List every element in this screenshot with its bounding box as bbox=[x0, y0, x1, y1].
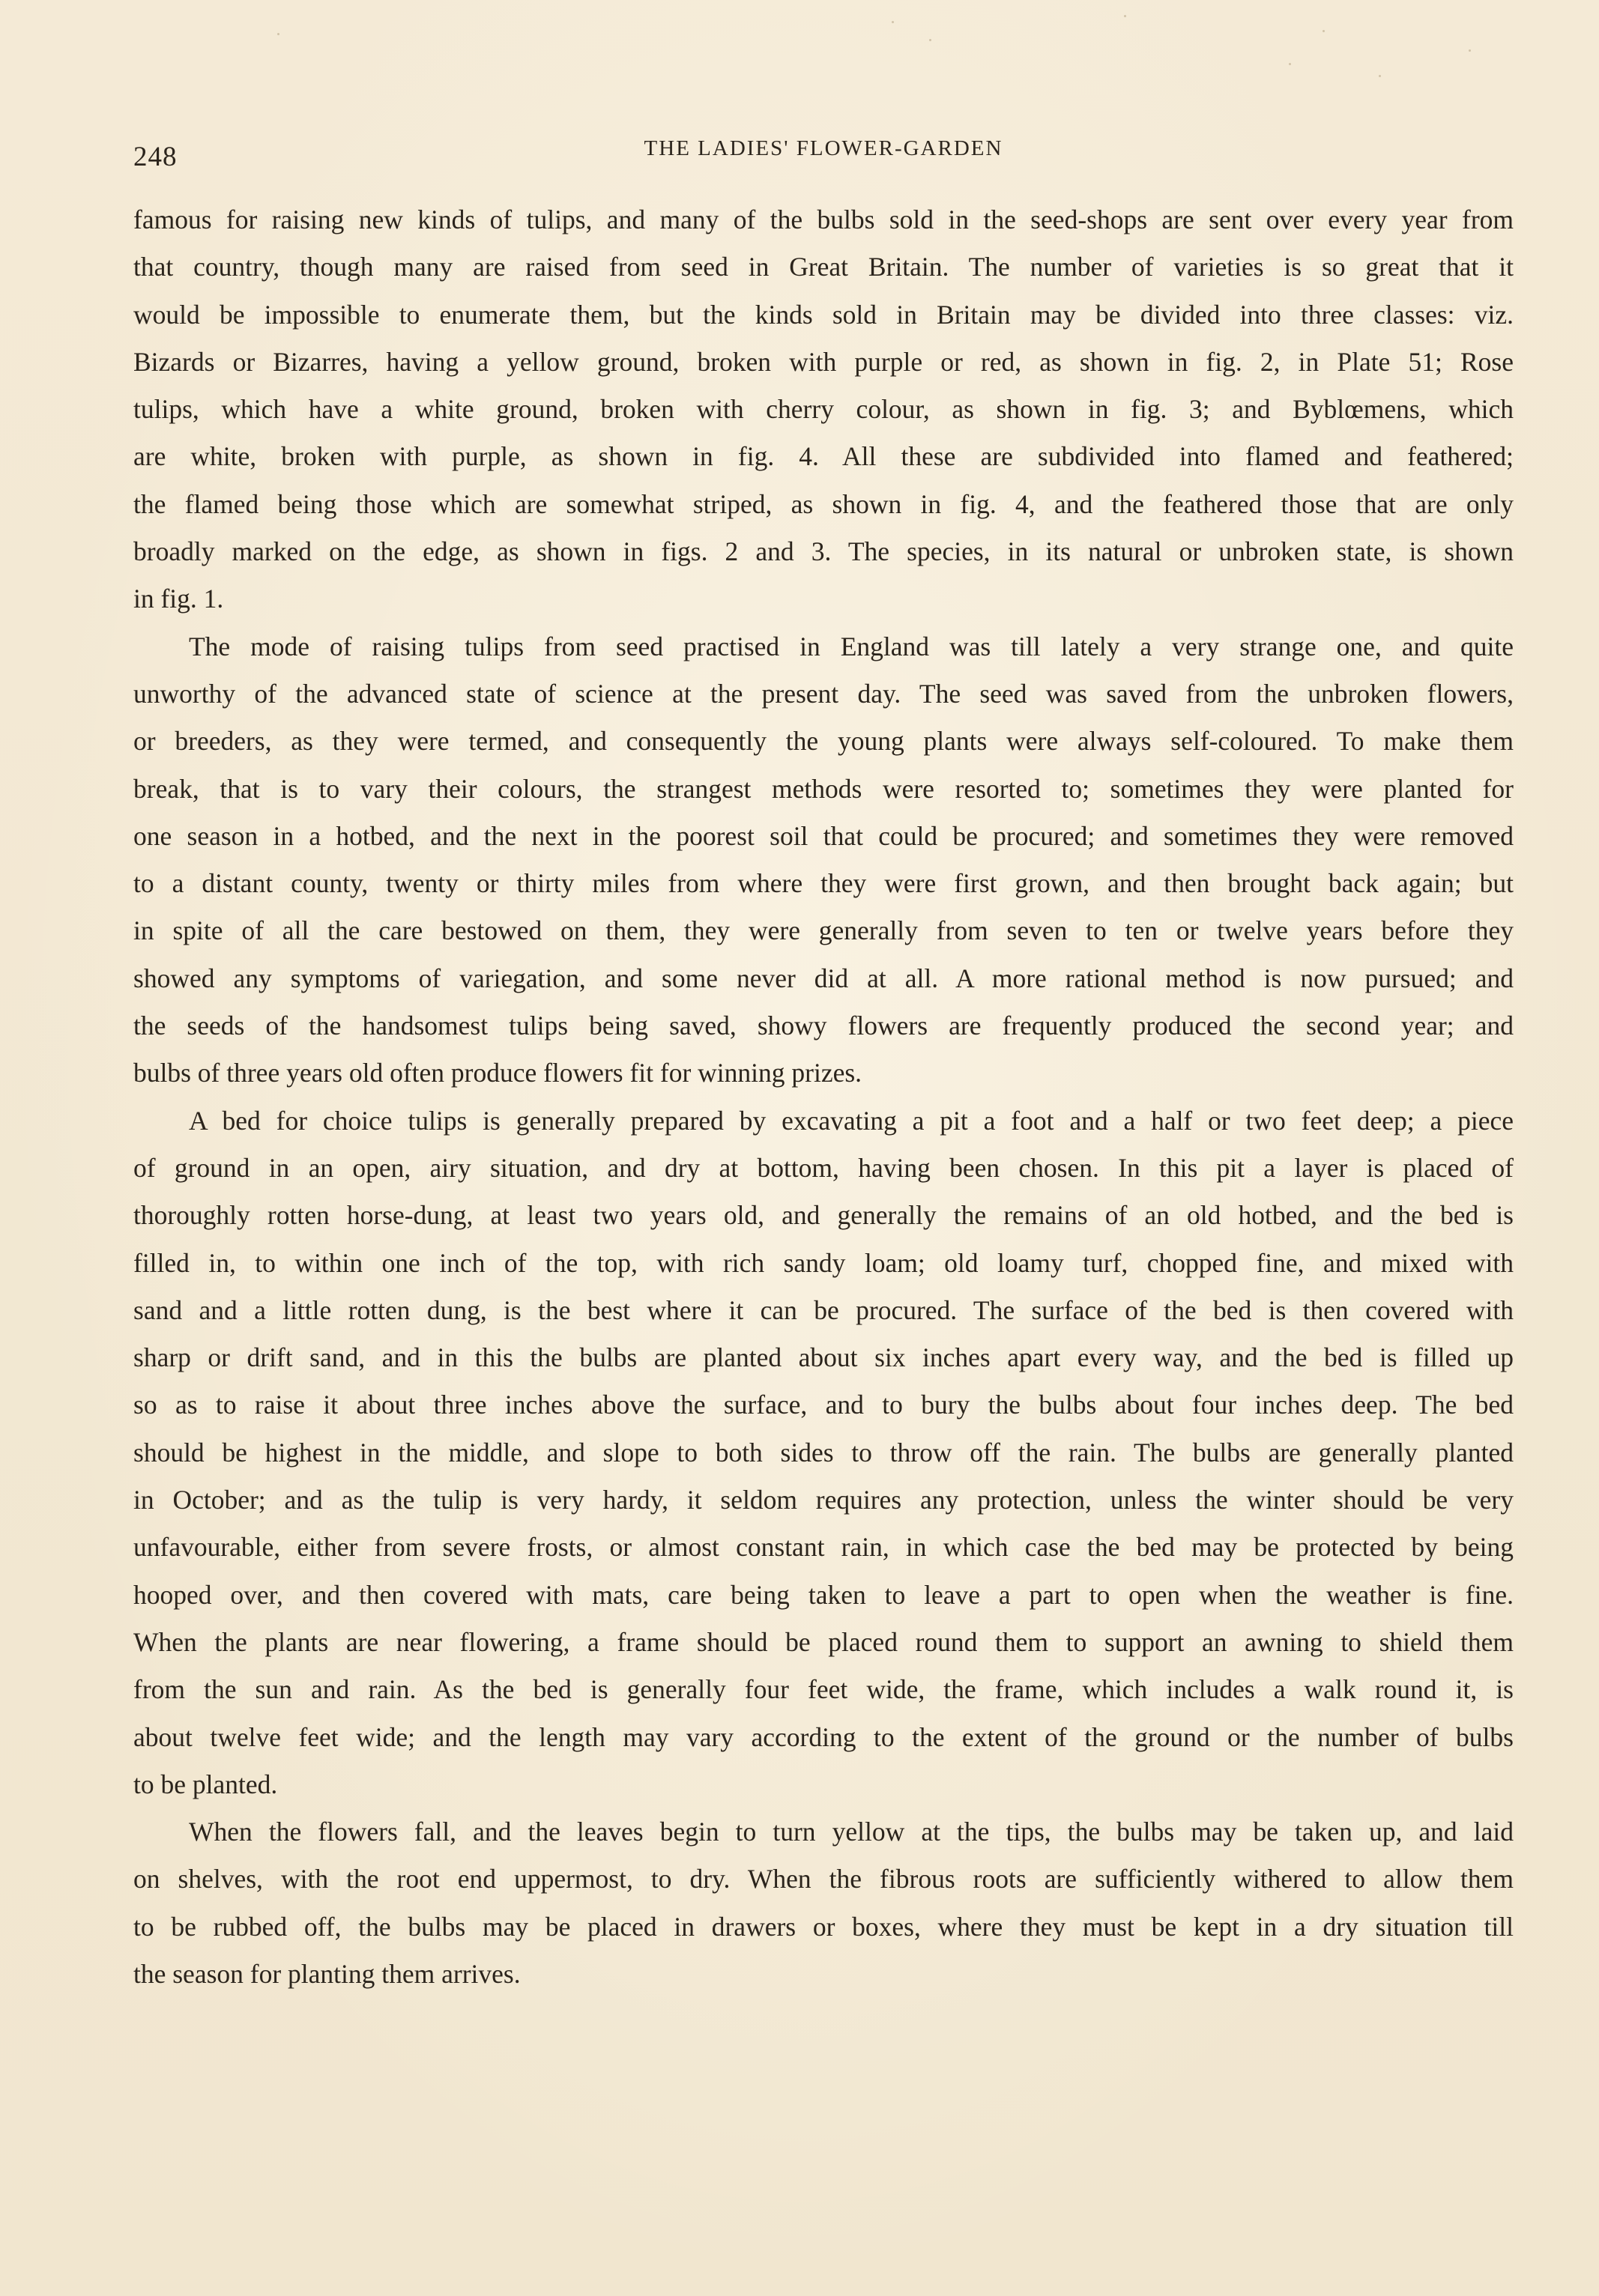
text-line: hooped over, and then covered with mats, care being taken to leave a part to open when the weather is fine. bbox=[133, 1579, 1514, 1610]
text-line: that country, though many are raised from seed in Great Britain. The number of varieties is so great that it bbox=[133, 252, 1514, 282]
text-line: should be highest in the middle, and slope to both sides to throw off the rain. The bulbs are generally planted bbox=[133, 1437, 1514, 1467]
text-line: thoroughly rotten horse-dung, at least two years old, and generally the remains of an old hotbed, and the bed is bbox=[133, 1200, 1514, 1231]
text-line: so as to raise it about three inches above the surface, and to bury the bulbs about four inches deep. The bed bbox=[133, 1390, 1514, 1420]
text-line: in fig. 1. bbox=[133, 584, 224, 614]
text-line: to be planted. bbox=[133, 1769, 278, 1799]
text-line: filled in, to within one inch of the top, with rich sandy loam; old loamy turf, chopped fine, and mixed with bbox=[133, 1247, 1514, 1278]
text-line: of ground in an open, airy situation, and dry at bottom, having been chosen. In this pit a layer is placed of bbox=[133, 1152, 1514, 1183]
text-line: from the sun and rain. As the bed is generally four feet wide, the frame, which includes a walk round it, is bbox=[133, 1674, 1514, 1705]
text-line: A bed for choice tulips is generally prepared by excavating a pit a foot and a half or two feet deep; a piece bbox=[189, 1105, 1514, 1136]
page-header bbox=[133, 133, 1514, 178]
text-line: When the flowers fall, and the leaves begin to turn yellow at the tips, the bulbs may be taken up, and laid bbox=[189, 1817, 1514, 1847]
running-head: THE LADIES' FLOWER-GARDEN bbox=[644, 136, 1003, 160]
text-line: the season for planting them arrives. bbox=[133, 1958, 521, 1989]
paragraph bbox=[133, 1808, 1514, 1998]
text-line: to a distant county, twenty or thirty miles from where they were first grown, and then brought back again; but bbox=[133, 868, 1514, 899]
text-line: the flamed being those which are somewhat striped, as shown in fig. 4, and the feathered those that are only bbox=[133, 488, 1514, 519]
paper-speck bbox=[892, 21, 894, 23]
text-line: would be impossible to enumerate them, but the kinds sold in Britain may be divided into three classes: viz. bbox=[133, 299, 1514, 330]
text-line: unworthy of the advanced state of science at the present day. The seed was saved from the unbroken flowers, bbox=[133, 678, 1514, 709]
text-line: famous for raising new kinds of tulips, and many of the bulbs sold in the seed-shops are sent over every year from bbox=[133, 205, 1514, 234]
paragraph bbox=[133, 623, 1514, 1097]
text-line: one season in a hotbed, and the next in the poorest soil that could be procured; and sometimes they were removed bbox=[133, 820, 1514, 851]
paper-speck bbox=[277, 33, 279, 35]
paragraph bbox=[133, 1097, 1514, 1808]
text-line: are white, broken with purple, as shown in fig. 4. All these are subdivided into flamed and feathered; bbox=[133, 441, 1514, 472]
paper-speck bbox=[1124, 15, 1126, 17]
text-line: in spite of all the care bestowed on them, they were generally from seven to ten or twelve years before they bbox=[133, 915, 1514, 946]
text-line: or breeders, as they were termed, and consequently the young plants were always self-coloured. To make them bbox=[133, 726, 1514, 757]
text-line: about twelve feet wide; and the length may vary according to the extent of the ground or the number of bulbs bbox=[133, 1721, 1514, 1752]
paragraph bbox=[133, 196, 1514, 623]
text-line: to be rubbed off, the bulbs may be placed in drawers or boxes, where they must be kept in a dry situation till bbox=[133, 1911, 1514, 1942]
text-line: showed any symptoms of variegation, and some never did at all. A more rational method is now pursued; and bbox=[133, 963, 1514, 993]
text-line: the seeds of the handsomest tulips being saved, showy flowers are frequently produced the second year; and bbox=[133, 1011, 1514, 1041]
text-line: sand and a little rotten dung, is the best where it can be procured. The surface of the bed is then covered with bbox=[133, 1294, 1514, 1325]
text-line: tulips, which have a white ground, broken with cherry colour, as shown in fig. 3; and Byblœmens, which bbox=[133, 394, 1514, 425]
text-line: unfavourable, either from severe frosts, or almost constant rain, in which case the bed may be protected by being bbox=[133, 1532, 1514, 1563]
paper-speck bbox=[1289, 63, 1291, 65]
text-line: in October; and as the tulip is very hardy, it seldom requires any protection, unless the winter should be very bbox=[133, 1485, 1514, 1515]
text-line: When the plants are near flowering, a frame should be placed round them to support an awning to shield them bbox=[133, 1626, 1514, 1657]
body-text bbox=[133, 196, 1514, 1998]
paper-speck bbox=[1469, 49, 1471, 52]
paper-speck bbox=[1323, 30, 1325, 32]
text-line: The mode of raising tulips from seed practised in England was till lately a very strange one, and quite bbox=[189, 631, 1514, 661]
text-line: on shelves, with the root end uppermost, to dry. When the fibrous roots are sufficiently withered to allow them bbox=[133, 1864, 1514, 1894]
page-number: 248 bbox=[133, 142, 178, 172]
paper-speck bbox=[1379, 75, 1381, 77]
text-line: bulbs of three years old often produce flowers fit for winning prizes. bbox=[133, 1058, 862, 1088]
text-line: broadly marked on the edge, as shown in figs. 2 and 3. The species, in its natural or unbroken state, is shown bbox=[133, 536, 1514, 567]
text-line: sharp or drift sand, and in this the bulbs are planted about six inches apart every way, and the bed is filled up bbox=[133, 1342, 1514, 1373]
text-line: Bizards or Bizarres, having a yellow ground, broken with purple or red, as shown in fig. 2, in Plate 51; Rose bbox=[133, 346, 1514, 377]
text-line: break, that is to vary their colours, the strangest methods were resorted to; sometimes they were planted for bbox=[133, 773, 1514, 804]
paper-speck bbox=[929, 39, 931, 41]
